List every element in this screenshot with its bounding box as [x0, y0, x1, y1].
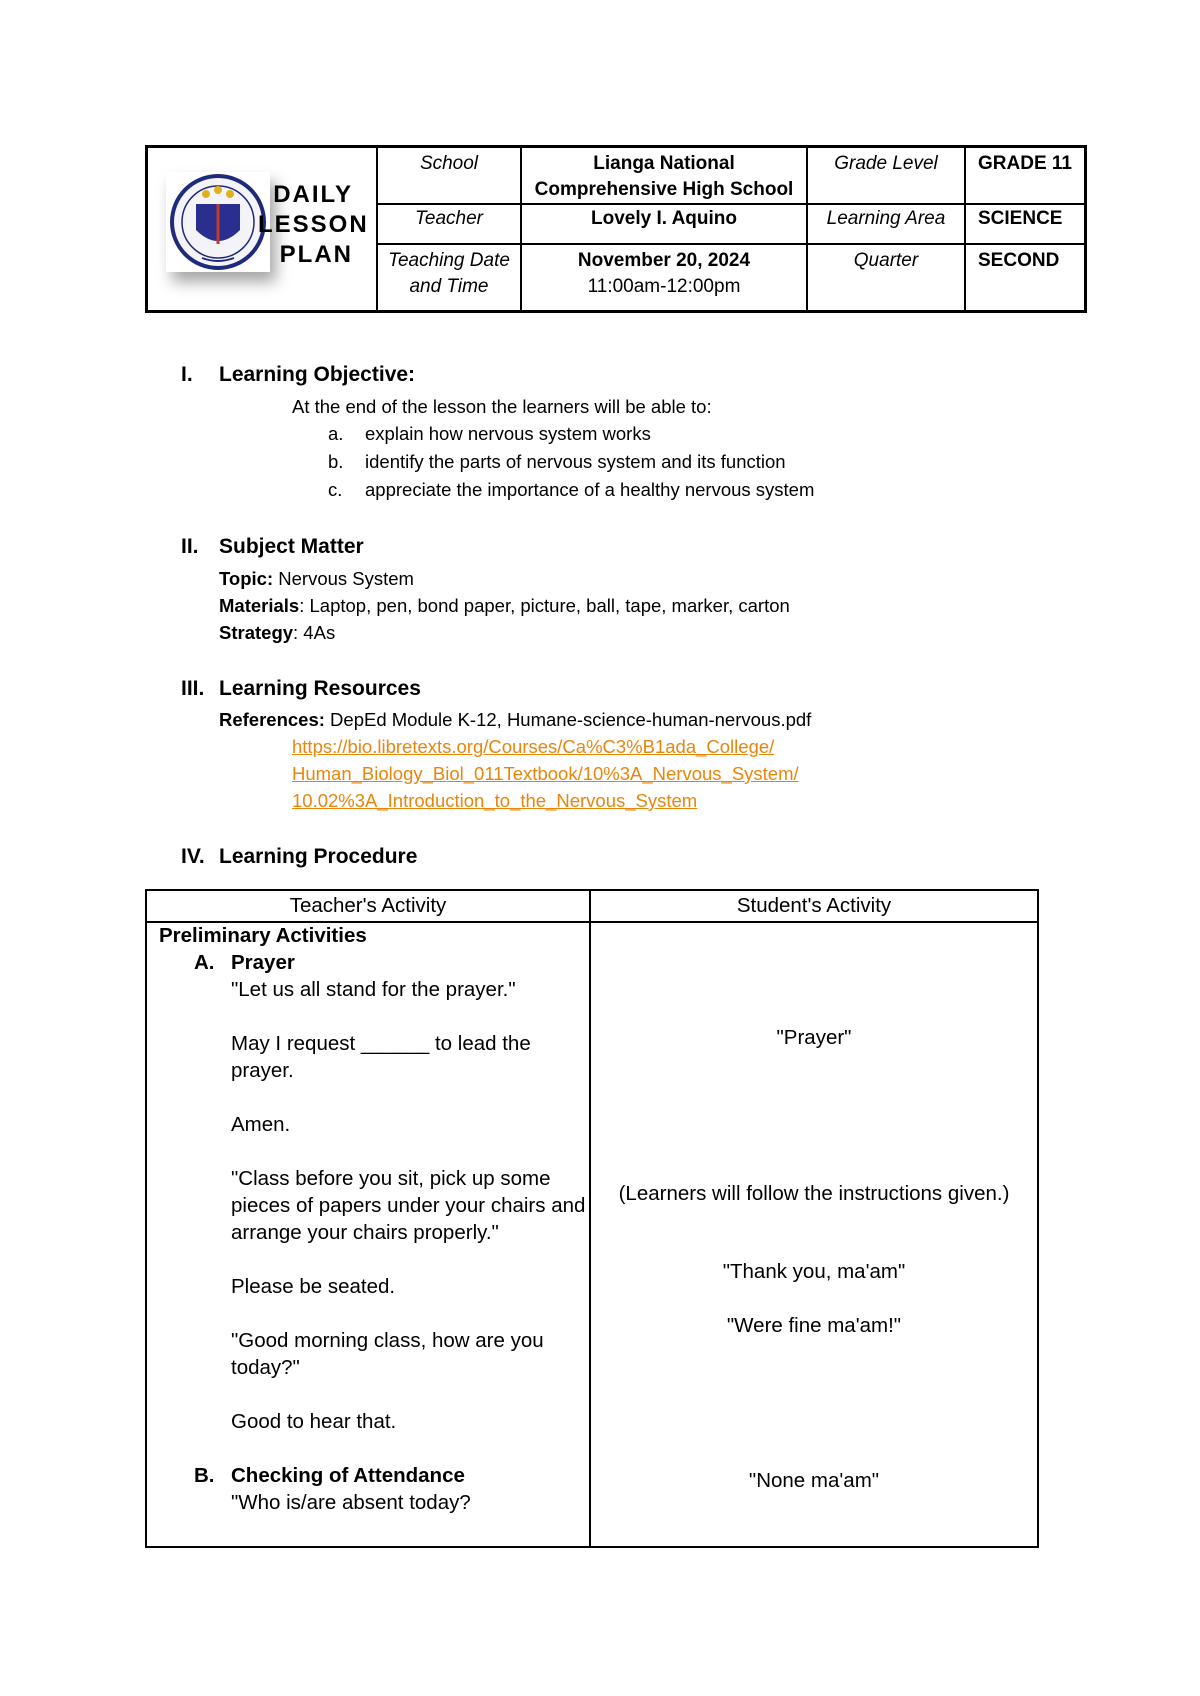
- grade-label: Grade Level: [834, 153, 938, 174]
- objective-item: explain how nervous system works: [365, 423, 651, 444]
- teacher-line: Please be seated.: [231, 1275, 396, 1298]
- student-line: (Learners will follow the instructions given.): [618, 1182, 1010, 1205]
- objective-letter: a.: [328, 423, 344, 444]
- student-line: "Were fine ma'am!": [726, 1314, 902, 1337]
- objective-item: identify the parts of nervous system and its function: [365, 451, 786, 472]
- teacher-line: "Who is/are absent today?: [231, 1491, 471, 1514]
- teacher-line: arrange your chairs properly.": [231, 1221, 499, 1244]
- teacher-line: Amen.: [231, 1113, 291, 1136]
- topic-line: Topic: Nervous System: [219, 568, 414, 589]
- teacher-label: Teacher: [415, 208, 483, 229]
- section-number: IV.: [181, 845, 205, 868]
- date-label: Teaching Date and Time: [388, 250, 510, 297]
- materials-line: Materials: Laptop, pen, bond paper, picture, ball, tape, marker, carton: [219, 595, 790, 616]
- objective-letter: b.: [328, 451, 344, 472]
- quarter-label: Quarter: [853, 250, 919, 271]
- header-table: [145, 145, 1087, 313]
- section-title-objective: Learning Objective:: [219, 363, 416, 386]
- section-title-resources: Learning Resources: [219, 677, 421, 700]
- student-line: "Thank you, ma'am": [722, 1260, 906, 1283]
- objective-intro: At the end of the lesson the learners will be able to:: [292, 396, 712, 417]
- deped-seal-icon: [166, 172, 270, 272]
- area-label: Learning Area: [826, 208, 946, 229]
- strategy-line: Strategy: 4As: [219, 622, 336, 643]
- section-title-procedure: Learning Procedure: [219, 845, 418, 868]
- reference-link[interactable]: 10.02%3A_Introduction_to_the_Nervous_System: [292, 790, 698, 811]
- section-title-subject: Subject Matter: [219, 535, 364, 558]
- quarter-value: SECOND: [978, 250, 1060, 271]
- procedure-table: [145, 889, 1039, 1548]
- teacher-value: Lovely I. Aquino: [590, 208, 738, 229]
- section-number: III.: [181, 677, 205, 700]
- preliminary-heading: Preliminary Activities: [159, 924, 367, 947]
- daily-lesson-plan-label: DAILY LESSON PLAN: [258, 181, 369, 268]
- student-line: "Prayer": [776, 1026, 852, 1049]
- col-header-student: Student's Activity: [736, 894, 892, 917]
- school-label: School: [419, 153, 479, 174]
- area-value: SCIENCE: [978, 208, 1063, 229]
- teacher-line: May I request ______ to lead the: [231, 1032, 531, 1055]
- reference-link[interactable]: Human_Biology_Biol_011Textbook/10%3A_Nervous_System/: [292, 763, 799, 784]
- teacher-line: "Good morning class, how are you: [231, 1329, 544, 1352]
- objective-item: appreciate the importance of a healthy nervous system: [365, 479, 815, 500]
- teacher-line: prayer.: [231, 1059, 294, 1082]
- step-letter: A.: [194, 951, 215, 974]
- step-title-prayer: Prayer: [231, 951, 295, 974]
- reference-link[interactable]: https://bio.libretexts.org/Courses/Ca%C3%B1ada_College/: [292, 736, 775, 757]
- teacher-line: "Class before you sit, pick up some: [231, 1167, 551, 1190]
- col-header-teacher: Teacher's Activity: [289, 894, 447, 917]
- teacher-line: Good to hear that.: [231, 1410, 397, 1433]
- teacher-line: today?": [231, 1356, 300, 1379]
- references-line: References: DepEd Module K-12, Humane-science-human-nervous.pdf: [219, 709, 812, 730]
- logo-area: [158, 168, 369, 298]
- date-value: November 20, 2024 11:00am-12:00pm: [577, 250, 751, 297]
- student-line: "None ma'am": [748, 1469, 880, 1492]
- section-number: I.: [181, 363, 193, 386]
- step-title-attendance: Checking of Attendance: [231, 1464, 465, 1487]
- grade-value: GRADE 11: [978, 153, 1072, 174]
- objective-letter: c.: [328, 479, 343, 500]
- teacher-line: "Let us all stand for the prayer.": [231, 978, 516, 1001]
- section-number: II.: [181, 535, 199, 558]
- school-value: Lianga National Comprehensive High School: [534, 153, 794, 200]
- teacher-line: pieces of papers under your chairs and: [231, 1194, 586, 1217]
- step-letter: B.: [194, 1464, 215, 1487]
